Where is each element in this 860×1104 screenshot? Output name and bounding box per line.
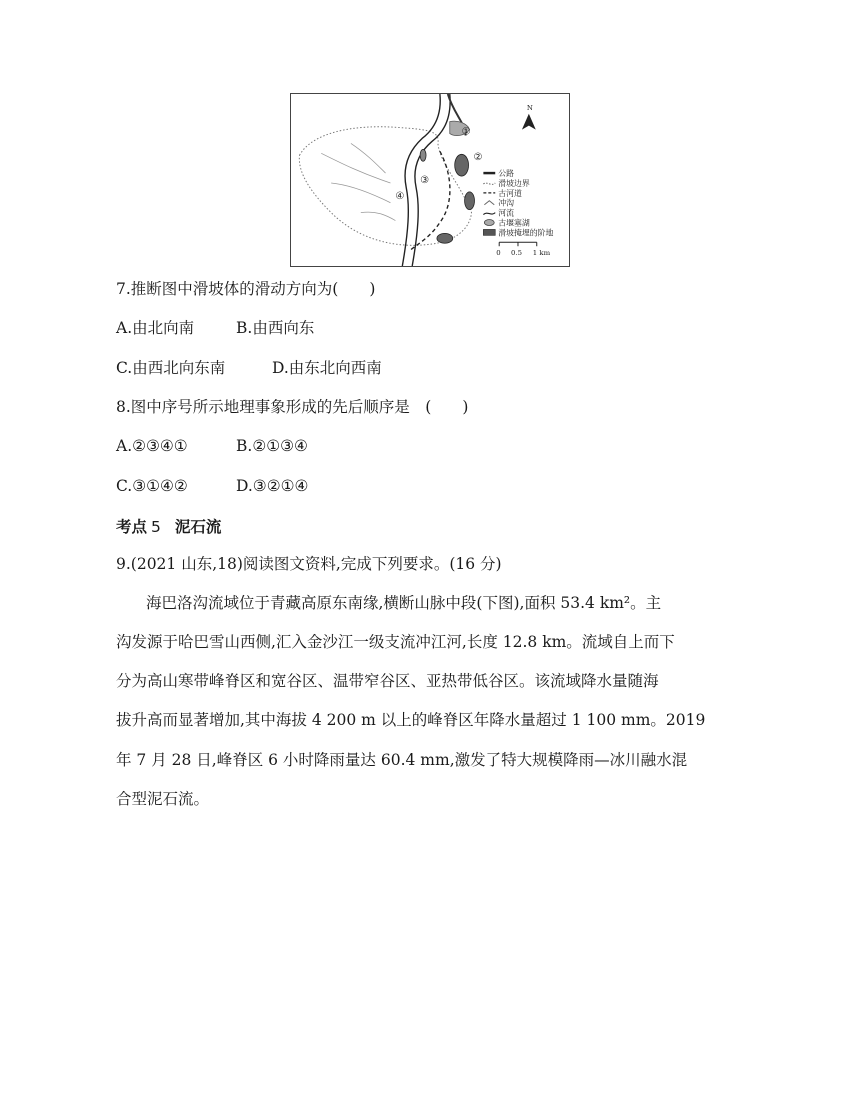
legend-gully: 冲沟 bbox=[498, 198, 515, 208]
q9-paragraph-line: 年 7 月 28 日,峰脊区 6 小时降雨量达 60.4 mm,激发了特大规模降雨—冰川融水混 bbox=[116, 751, 688, 769]
section-number: 5 bbox=[151, 518, 161, 536]
scale-label-0: 0 bbox=[496, 249, 501, 258]
q8-option-c: C.③①④② bbox=[116, 477, 188, 495]
q7-option-b: B.由西向东 bbox=[236, 319, 315, 337]
legend-road: 公路 bbox=[498, 169, 515, 179]
buried-terrace bbox=[465, 192, 475, 210]
legend-dammed-lake: 古堰塞湖 bbox=[498, 218, 530, 228]
legend-paleo-channel: 古河道 bbox=[498, 188, 522, 198]
section-label: 考点 bbox=[116, 518, 148, 536]
legend-boundary-symbol bbox=[483, 183, 495, 184]
landslide-map-figure bbox=[290, 93, 570, 267]
gully bbox=[331, 183, 390, 203]
legend-terrace-symbol bbox=[483, 229, 495, 235]
buried-terrace bbox=[455, 154, 469, 176]
legend-river-symbol bbox=[483, 213, 495, 215]
gully bbox=[361, 212, 396, 220]
q8-option-a: A.②③④① bbox=[116, 437, 188, 455]
q9-paragraph-line: 海巴洛沟流域位于青藏高原东南缘,横断山脉中段(下图),面积 53.4 km²。主 bbox=[146, 594, 662, 612]
marker-1: ① bbox=[461, 126, 471, 138]
q8-option-b: B.②①③④ bbox=[236, 437, 308, 455]
q8-stem: 8.图中序号所示地理事象形成的先后顺序是 ( ) bbox=[116, 398, 469, 416]
q9-paragraph-line: 分为高山寒带峰脊区和宽谷区、温带窄谷区、亚热带低谷区。该流域降水量随海 bbox=[116, 672, 659, 690]
scale-label-1km: 1 km bbox=[532, 249, 551, 258]
q7-option-d: D.由东北向西南 bbox=[272, 359, 382, 377]
landslide-boundary bbox=[299, 127, 471, 246]
buried-terrace bbox=[420, 149, 426, 161]
section-heading bbox=[116, 515, 221, 537]
q7-stem: 7.推断图中滑坡体的滑动方向为( ) bbox=[116, 280, 376, 298]
legend-buried-terrace: 滑坡掩埋的阶地 bbox=[498, 228, 554, 238]
legend-boundary: 滑坡边界 bbox=[498, 178, 530, 188]
scale-label-05: 0.5 bbox=[511, 249, 523, 258]
marker-3: ③ bbox=[420, 174, 429, 186]
landslide-map bbox=[291, 94, 569, 266]
q9-stem: 9.(2021 山东,18)阅读图文资料,完成下列要求。(16 分) bbox=[116, 555, 502, 573]
legend-river: 河流 bbox=[498, 208, 515, 218]
section-title: 泥石流 bbox=[174, 518, 222, 536]
legend-gully-symbol bbox=[484, 201, 494, 205]
q9-paragraph-line: 沟发源于哈巴雪山西侧,汇入金沙江一级支流冲江河,长度 12.8 km。流域自上而下 bbox=[116, 633, 675, 651]
buried-terrace bbox=[437, 233, 453, 243]
marker-4: ④ bbox=[395, 190, 405, 202]
north-label: N bbox=[526, 103, 533, 112]
q7-option-c: C.由西北向东南 bbox=[116, 359, 226, 377]
north-arrow-icon bbox=[522, 114, 536, 130]
q8-option-d: D.③②①④ bbox=[236, 477, 309, 495]
q9-paragraph-line: 拔升高而显著增加,其中海拔 4 200 m 以上的峰脊区年降水量超过 1 100 mm。2019 bbox=[116, 711, 706, 729]
gully bbox=[351, 143, 386, 173]
q7-option-a: A.由北向南 bbox=[116, 319, 195, 337]
q9-paragraph-line: 合型泥石流。 bbox=[116, 790, 210, 808]
marker-2: ② bbox=[473, 152, 483, 164]
legend-lake-symbol bbox=[484, 220, 494, 226]
